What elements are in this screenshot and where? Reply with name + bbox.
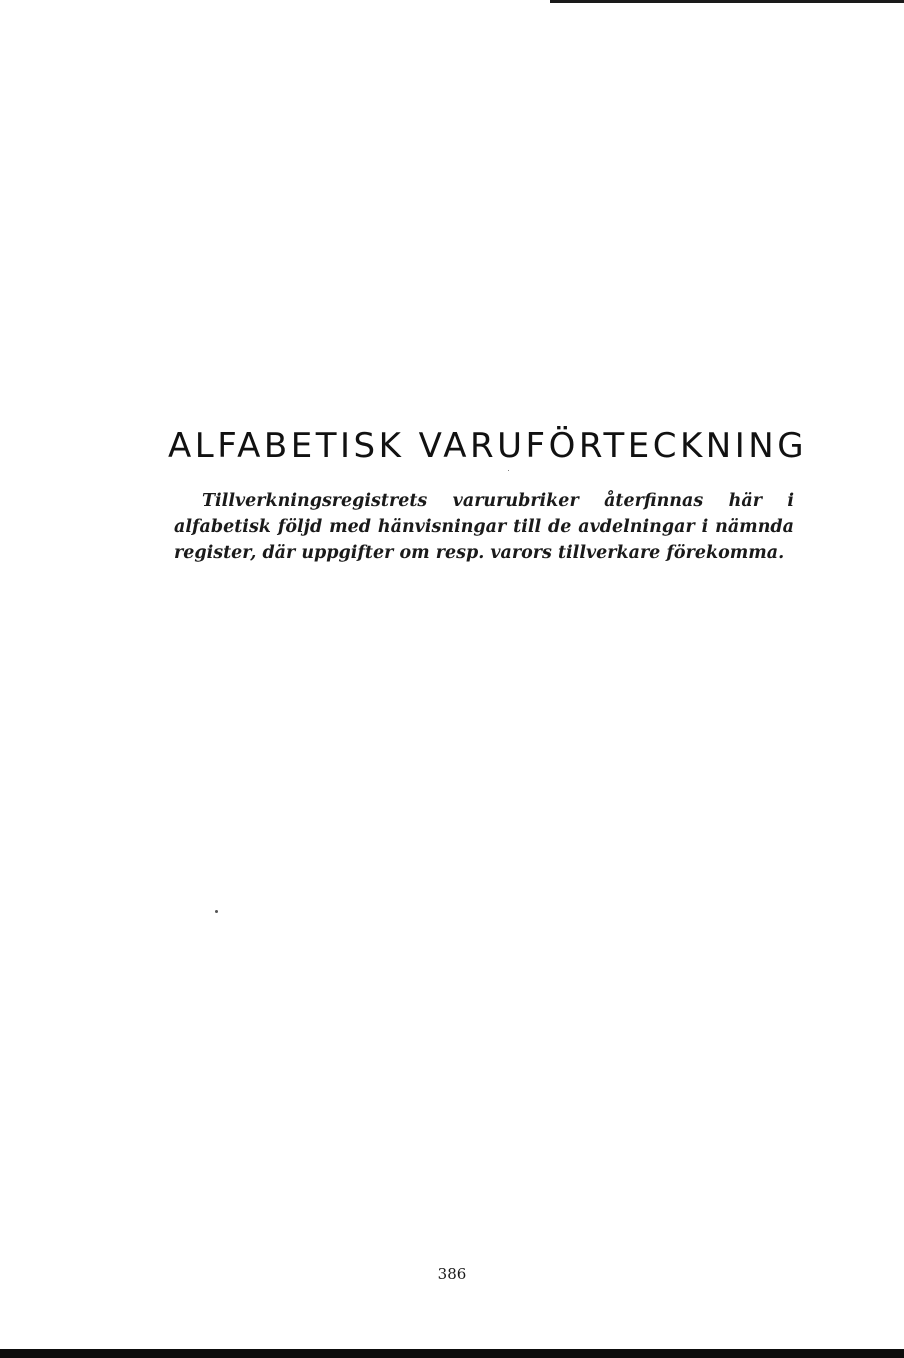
bottom-edge-bar xyxy=(0,1349,904,1358)
top-edge-rule xyxy=(550,0,904,3)
print-speck xyxy=(508,470,509,471)
intro-paragraph: Tillverkningsregistrets varurubriker återfinnas här i alfabetisk följd med hänvisningar till de avdelningar i nämnda register, där uppgifter om resp. varors tillverkare förekomma. xyxy=(174,491,794,563)
page-title: ALFABETISK VARUFÖRTECKNING xyxy=(168,426,808,466)
print-speck xyxy=(215,910,218,913)
page-number: 386 xyxy=(437,1265,467,1283)
